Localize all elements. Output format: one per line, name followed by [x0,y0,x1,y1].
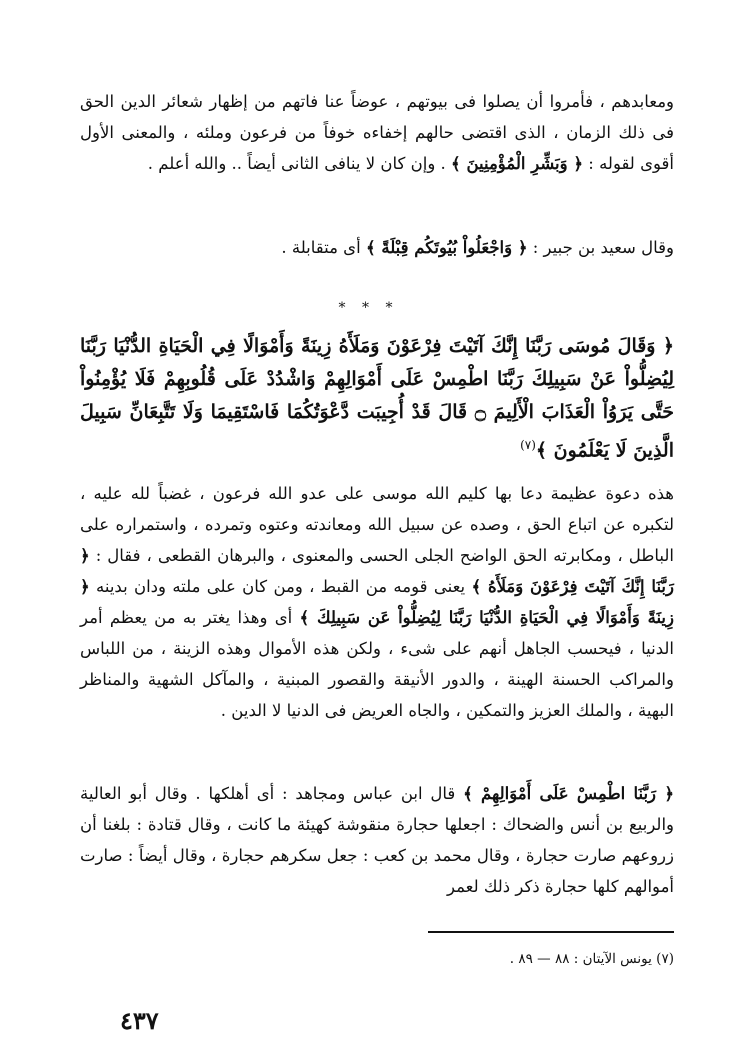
section-separator: * * * [338,300,399,316]
quran-quote: ﴿ وَاجْعَلُواْ بُيُوتَكُم قِبْلَةً ﴾ [365,238,528,257]
quran-quote: ﴿ وَبَشِّرِ الْمُؤْمِنِينَ ﴾ [451,154,584,173]
quran-quote: ﴿ زِينَةً وَأَمْوَالًا فِي الْحَيَاةِ الدُّنْيَا رَبَّنَا لِيُضِلُّواْ عَن سَبِيلِكَ ﴾ [80,577,674,627]
paragraph-2-text: وقال سعيد بن جبير : [527,238,674,257]
paragraph-2 [80,232,674,263]
paragraph-3-text-end: أى وهذا يغتر به من يعظم أمر الدنيا ، فيحسب الجاهل أنهم على شىء ، ولكن هذه الأموال وهذه الزينة ، من اللباس والمراكب الحسنة الهينة ، والدور الأنيقة والقصور المبنية ، والمآكل الشهية والمناظر البهية ، والملك العزيز والتمكين ، والجاه العريض فى الدنيا لا الدين . [80,608,674,720]
paragraph-4 [80,778,674,902]
paragraph-3-text-mid: يعنى قومه من القبط ، ومن كان على ملته ودان بدينه [89,577,472,596]
footnote-marker: (٧) [520,438,536,452]
paragraph-1-text-end: . وإن كان لا ينافى الثانى أيضاً .. والله أعلم . [147,154,452,173]
paragraph-3-text: هذه دعوة عظيمة دعا بها كليم الله موسى على عدو الله فرعون ، غضباً لله عليه ، لتكبره عن اتباع الحق ، وصده عن سبيل الله ومعاندته وعتوه وتمرده ، واستمراره على الباطل ، ومكابرته الحق الواضح الجلى الحسى والمعنوى ، والبرهان القطعى ، فقال : [80,484,674,565]
paragraph-4-text: قال ابن عباس ومجاهد : أى أهلكها . وقال أبو العالية والربيع بن أنس والضحاك : اجعلها حجارة منقوشة كهيئة ما كانت ، وقال قتادة : بلغنا أن زروعهم صارت حجارة ، وقال محمد بن كعب : جعل سكرهم حجارة ، وقال أيضاً : صارت أموالهم كلها حجارة ذكر ذلك لعمر [80,784,674,896]
quran-verse-block [80,330,674,467]
paragraph-1 [80,86,674,179]
footnote-divider [428,931,674,933]
paragraph-2-text-end: أى متقابلة . [281,238,366,257]
quran-quote: ﴿ رَبَّنَا اطْمِسْ عَلَى أَمْوَالِهِمْ ﴾ [463,784,674,803]
quran-quote: ﴿ رَبَّنَا إِنَّكَ آتَيْتَ فِرْعَوْنَ وَمَلَأَهُ ﴾ [80,546,674,596]
paragraph-3 [80,478,674,726]
quran-verse: ﴿ وَقَالَ مُوسَى رَبَّنَا إِنَّكَ آتَيْتَ فِرْعَوْنَ وَمَلَأَهُ زِينَةً وَأَمْوَالًا فِي الْحَيَاةِ الدُّنْيَا رَبَّنَا لِيُضِلُّواْ عَنْ سَبِيلِكَ رَبَّنَا اطْمِسْ عَلَى أَمْوَالِهِمْ وَاشْدُدْ عَلَى قُلُوبِهِمْ فَلَا يُؤْمِنُواْ حَتَّى يَرَوُاْ الْعَذَابَ الْأَلِيمَ ۝ قَالَ قَدْ أُجِيبَت دَّعْوَتُكُمَا فَاسْتَقِيمَا وَلَا تَتَّبِعَانِّ سَبِيلَ الَّذِينَ لَا يَعْلَمُونَ ﴾ [80,335,675,462]
footnote: (٧) يونس الآيتان : ٨٨ — ٨٩ . [509,951,674,967]
page-number: ٤٣٧ [120,1006,159,1035]
paragraph-1-text: ومعابدهم ، فأمروا أن يصلوا فى بيوتهم ، عوضاً عنا فاتهم من إظهار شعائر الدين الحق فى ذلك الزمان ، الذى اقتضى حالهم إخفاءه خوفاً من فرعون وملئه ، والمعنى الأول أقوى لقوله : [80,92,674,173]
